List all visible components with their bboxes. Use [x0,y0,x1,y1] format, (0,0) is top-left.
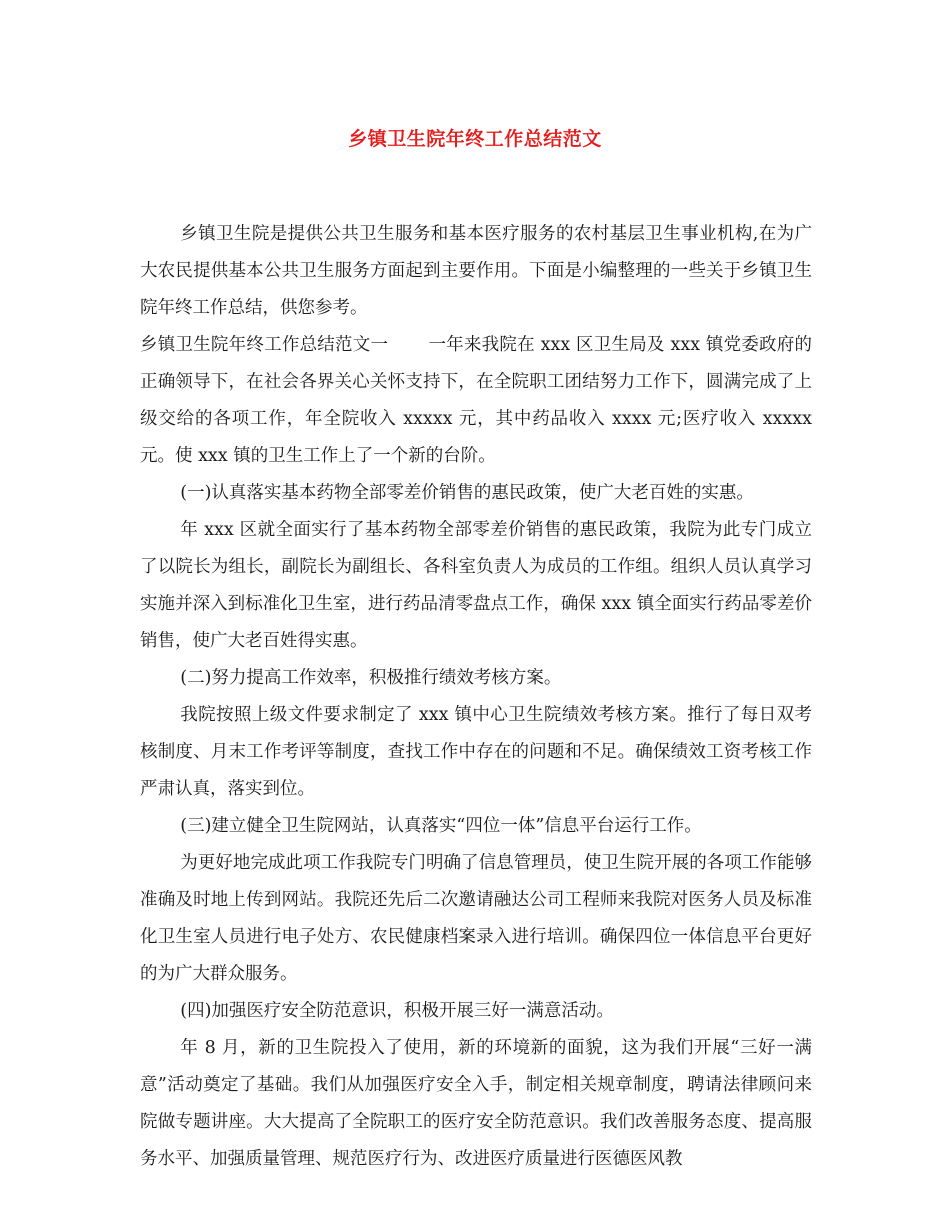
subheading-1: (一)认真落实基本药物全部零差价销售的惠民政策，使广大老百姓的实惠。 [180,483,754,503]
subheading-3: (三)建立健全卫生院网站，认真落实“四位一体”信息平台运行工作。 [180,816,702,836]
paragraph-4: 年 8 月，新的卫生院投入了使用，新的环境新的面貌，这为我们开展“三好一满意”活动奠定了基础。我们从加强医疗安全入手，制定相关规章制度，聘请法律顾问来院做专题讲座。大大提高了全院职工的医疗安全防范意识。我们改善服务态度、提高服务水平、加强质量管理、规范医疗行为、改进医疗质量进行医德医风教 [140,1038,812,1169]
paragraph-2: 我院按照上级文件要求制定了 xxx 镇中心卫生院绩效考核方案。推行了每日双考核制度、月末工作考评等制度，查找工作中存在的问题和不足。确保绩效工资考核工作严肃认真，落实到位。 [140,705,812,799]
subheading-4: (四)加强医疗安全防范意识，积极开展三好一满意活动。 [180,1001,614,1021]
document-title: 乡镇卫生院年终工作总结范文 [348,128,602,150]
document-body [140,216,812,1178]
paragraph-1: 年 xxx 区就全面实行了基本药物全部零差价销售的惠民政策，我院为此专门成立了以院长为组长，副院长为副组长、各科室负责人为成员的工作组。组织人员认真学习实施并深入到标准化卫生室，进行药品清零盘点工作，确保 xxx 镇全面实行药品零差价销售，使广大老百姓得实惠。 [140,520,812,651]
section-body: 一年来我院在 xxx 区卫生局及 xxx 镇党委政府的正确领导下，在社会各界关心关怀支持下，在全院职工团结努力工作下，圆满完成了上级交给的各项工作，年全院收入 xxxxx 元，其中药品收入 xxxx 元;医疗收入 xxxxx 元。使 xxx 镇的卫生工作上了一个新的台阶。 [140,335,813,466]
section-paragraph [140,327,812,475]
subheading-2: (二)努力提高工作效率，积极推行绩效考核方案。 [180,668,562,688]
intro-paragraph: 乡镇卫生院是提供公共卫生服务和基本医疗服务的农村基层卫生事业机构,在为广大农民提供基本公共卫生服务方面起到主要作用。下面是小编整理的一些关于乡镇卫生院年终工作总结，供您参考。 [140,224,812,318]
paragraph-3: 为更好地完成此项工作我院专门明确了信息管理员，使卫生院开展的各项工作能够准确及时地上传到网站。我院还先后二次邀请融达公司工程师来我院对医务人员及标准化卫生室人员进行电子处方、农民健康档案录入进行培训。确保四位一体信息平台更好的为广大群众服务。 [140,853,812,984]
section-heading: 乡镇卫生院年终工作总结范文一 [140,335,389,355]
